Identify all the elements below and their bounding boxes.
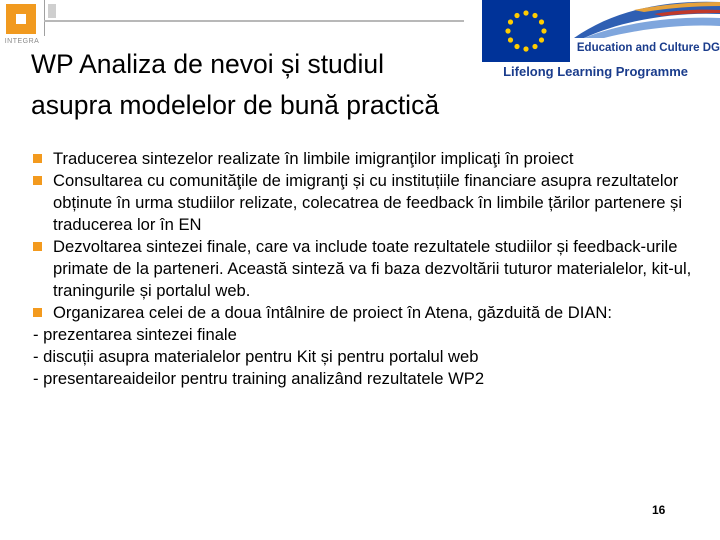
bullet-square-icon bbox=[33, 308, 42, 317]
eu-programme-text: Lifelong Learning Programme bbox=[503, 64, 688, 79]
bullet-item bbox=[33, 236, 703, 302]
integra-logo bbox=[0, 0, 44, 48]
bullet-square-icon bbox=[33, 176, 42, 185]
page-number: 16 bbox=[652, 503, 666, 517]
bullet-square-icon bbox=[33, 154, 42, 163]
slide-title-line-2: asupra modelelor de bună practică bbox=[31, 90, 440, 120]
slide-title bbox=[31, 44, 531, 126]
bullet-text: Traducerea sintezelor realizate în limbile imigranţilor implicaţi în proiect bbox=[53, 149, 574, 168]
bullet-item bbox=[33, 302, 703, 324]
bullet-text: Consultarea cu comunităţile de imigranţi și cu instituțiile financiare asupra rezultatelor obținute în urma studiilor relizate, colecatrea de feedback în limbile țărilor partenere și traducerea lor în EN bbox=[53, 171, 683, 234]
slide-title-line-1: WP Analiza de nevoi și studiul bbox=[31, 49, 385, 79]
bullet-text: Dezvoltarea sintezei finale, care va include toate rezultatele studiilor și feedback-urile primate de la parteneri. Această sinteză va fi baza dezvoltării tuturor materialelor, kit-ul, traningurile și portalul web. bbox=[53, 237, 692, 300]
header-divider bbox=[44, 0, 45, 36]
header-accent-block bbox=[48, 4, 56, 18]
dash-item: - prezentarea sintezei finale bbox=[33, 325, 237, 344]
eu-swoosh-graphic bbox=[574, 0, 720, 38]
integra-logo-text: INTEGRA bbox=[4, 38, 40, 45]
eu-dg-text: Education and Culture DG bbox=[576, 42, 720, 54]
bullet-item bbox=[33, 170, 703, 236]
slide-body bbox=[33, 148, 703, 390]
bullet-item bbox=[33, 148, 703, 170]
bullet-text: Organizarea celei de a doua întâlnire de proiect în Atena, găzduită de DIAN: bbox=[53, 303, 613, 322]
integra-logo-square bbox=[6, 4, 36, 34]
bullet-square-icon bbox=[33, 242, 42, 251]
header-rule bbox=[44, 20, 464, 22]
dash-item: - presentareaideilor pentru training analizând rezultatele WP2 bbox=[33, 369, 485, 388]
dash-item: - discuții asupra materialelor pentru Kit și pentru portalul web bbox=[33, 347, 479, 366]
